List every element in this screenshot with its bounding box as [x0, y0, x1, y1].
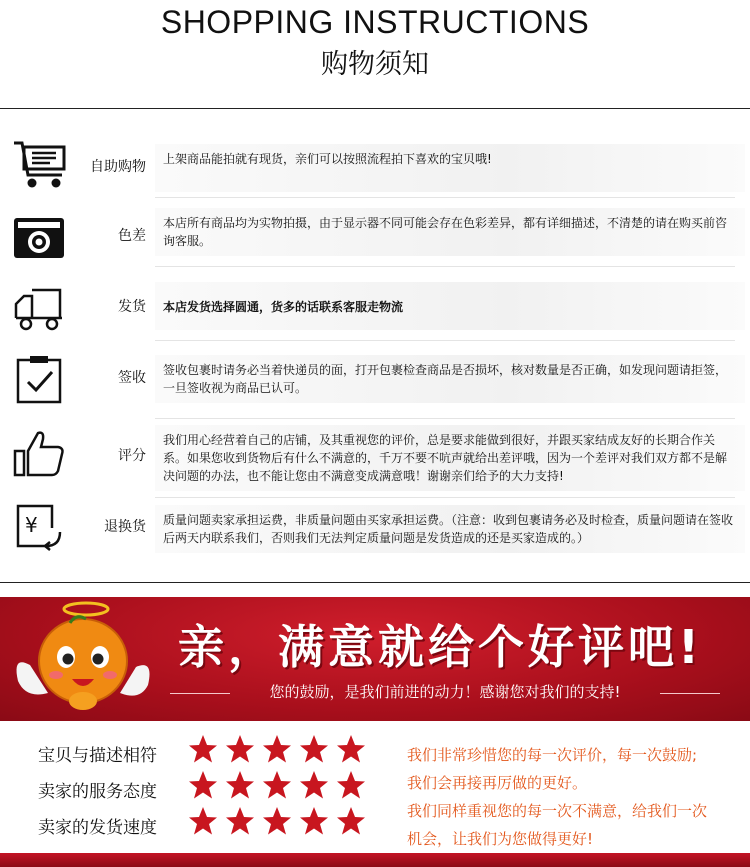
title-chinese: 购物须知: [321, 49, 429, 80]
thumbs-up-icon: [12, 427, 68, 483]
bottom-bar: [0, 853, 750, 867]
star-icon: [262, 734, 292, 764]
star-icon: [336, 806, 366, 836]
thank-you-message: [407, 741, 747, 853]
row-label: 签收: [118, 370, 146, 386]
rating-label-shipping: 卖家的发货速度: [38, 818, 157, 838]
row-divider: [155, 418, 735, 419]
star-icon: [336, 770, 366, 800]
message-line: 我们非常珍惜您的每一次评价，每一次鼓励;: [407, 746, 698, 764]
star-icon: [299, 806, 329, 836]
star-icon: [262, 770, 292, 800]
header-divider: [0, 108, 750, 109]
banner-subtitle: 您的鼓励，是我们前进的动力！感谢您对我们的支持!: [269, 683, 621, 701]
banner-title: 亲，满意就给个好评吧!: [178, 620, 703, 674]
section-divider: [0, 582, 750, 583]
clipboard-check-icon: [12, 354, 68, 410]
row-text: 本店所有商品均为实物拍摄，由于显示器不同可能会存在色彩差异，都有详细描述，不清楚的请在购买前咨询客服。: [155, 208, 745, 256]
title-english: SHOPPING INSTRUCTIONS: [160, 4, 590, 40]
message-line: 机会，让我们为您做得更好!: [407, 830, 594, 848]
row-text: 本店发货选择圆通，货多的话联系客服走物流: [155, 282, 745, 330]
message-line: 我们同样重视您的每一次不满意，给我们一次: [407, 802, 708, 820]
star-icon: [188, 770, 218, 800]
row-text: 我们用心经营着自己的店铺，及其重视您的评价，总是要求能做到很好，并跟买家结成友好的长期合作关系。如果您收到货物后有什么不满意的，千万不要不吭声就给出差评哦，因为一个差评对我们双方都不是解决问题的办法，也不能让您由不满意变成满意哦！谢谢亲们给予的大力支持!: [155, 425, 745, 491]
row-label: 发货: [118, 299, 146, 315]
ratings-section: [0, 721, 750, 867]
row-text: 上架商品能拍就有现货，亲们可以按照流程拍下喜欢的宝贝哦!: [155, 144, 745, 192]
shopping-cart-icon: [12, 139, 68, 195]
star-icon: [225, 806, 255, 836]
row-label: 评分: [118, 448, 146, 464]
rating-label-description: 宝贝与描述相符: [38, 746, 157, 766]
star-icon: [188, 734, 218, 764]
rating-stars-description: [188, 734, 378, 768]
rating-label-service: 卖家的服务态度: [38, 782, 157, 802]
row-text: 签收包裹时请务必当着快递员的面，打开包裹检查商品是否损坏，核对数量是否正确，如发现问题请拒签，一旦签收视为商品已认可。: [155, 355, 745, 403]
star-icon: [336, 734, 366, 764]
subtitle-line-left: [170, 693, 230, 694]
subtitle-line-right: [660, 693, 720, 694]
star-icon: [225, 734, 255, 764]
angel-mascot-icon: [8, 597, 158, 721]
star-icon: [299, 734, 329, 764]
row-divider: [155, 340, 735, 341]
row-label: 自助购物: [90, 159, 146, 175]
rating-stars-shipping: [188, 806, 378, 840]
row-label: 退换货: [104, 519, 146, 535]
message-line: 我们会再接再厉做的更好。: [407, 774, 588, 792]
delivery-truck-icon: [12, 284, 68, 340]
star-icon: [262, 806, 292, 836]
camera-icon: [12, 214, 68, 270]
row-text: 质量问题卖家承担运费，非质量问题由买家承担运费。（注意：收到包裹请务必及时检查，质量问题请在签收后两天内联系我们，否则我们无法判定质量问题是发货造成的还是买家造成的。）: [155, 505, 745, 553]
star-icon: [299, 770, 329, 800]
star-icon: [188, 806, 218, 836]
svg-text:¥: ¥: [25, 513, 38, 537]
row-label: 色差: [118, 228, 146, 244]
rating-stars-service: [188, 770, 378, 804]
row-divider: [155, 266, 735, 267]
star-icon: [225, 770, 255, 800]
review-banner: [0, 597, 750, 721]
row-divider: [155, 497, 735, 498]
page-header: [0, 0, 750, 110]
row-divider: [155, 197, 735, 198]
yen-return-icon: [12, 502, 68, 558]
